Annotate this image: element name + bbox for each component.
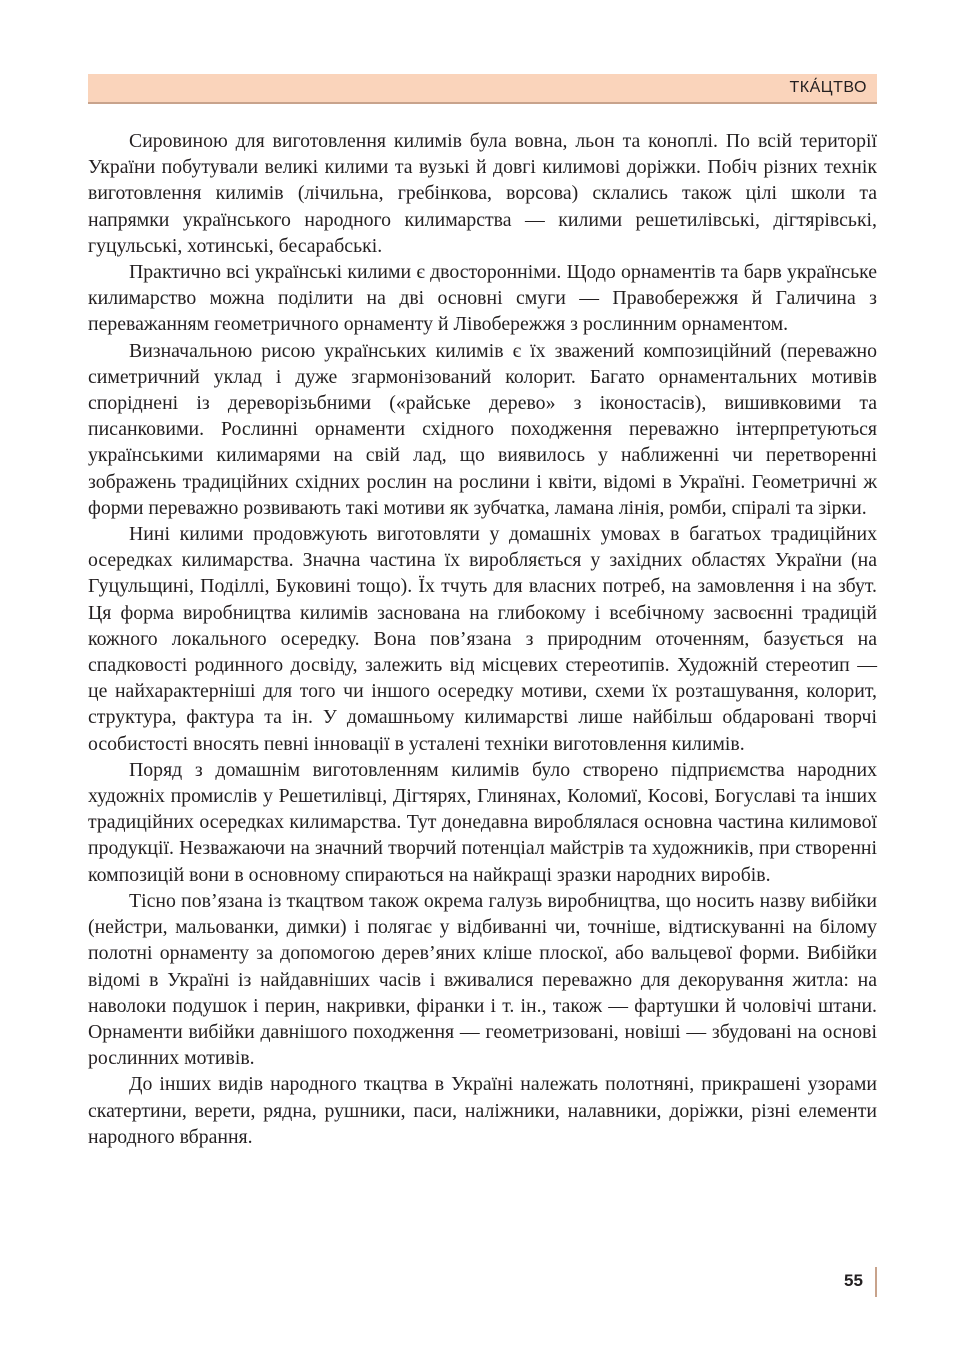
page-body	[88, 128, 877, 1150]
paragraph: Практично всі українські килими є двосторонніми. Щодо орнаментів та барв українське килимарство можна поділити на дві основні смуги — Правобережжя й Галичина з переважанням геометричного орнаменту й Лівобережжя з рослинним орнаментом.	[88, 261, 877, 336]
paragraph: Нині килими продовжують виготовляти у домашніх умовах в багатьох традиційних осередках килимарства. Значна частина їх виробляється у західних областях України (на Гуцульщині, Поділлі, Буковині тощо). Їх тчуть для власних потреб, на замовлення і на збут. Ця форма виробництва килимів заснована на глибокому і всебічному засвоєнні традицій кожного локального осередку. Вона пов’язана з природним оточенням, базується на спадковості родинного досвіду, залежить від місцевих стереотипів. Художній стереотип — це найхарактерніші для того чи іншого осередку мотиви, схеми їх розташування, колорит, структура, фактура та ін. У домашньому килимарстві лише найбільш обдаровані творчі особистості вносять певні інновації в усталені техніки виготовлення килимів.	[88, 523, 877, 755]
running-header-title: ТКА́ЦТВО	[789, 79, 867, 96]
paragraph: До інших видів народного ткацтва в Україні належать полотняні, прикрашені узорами скатертини, верети, рядна, рушники, паси, наліжники, налавники, доріжки, різні елементи народного вбрання.	[88, 1073, 877, 1148]
paragraph: Визначальною рисою українських килимів є їх зважений композиційний (переважно симетричний уклад і дуже згармонізований колорит. Багато орнаментальних мотивів споріднені із дереворізьбними («райське дерево» з іконостасів), вишивковими та писанковими. Рослинні орнаменти східного походження переважно інтерпретуються українськими килимарями на свій лад, що виявилось у наближенні чи перетворенні зображень традиційних східних рослин на рослини і квіти, відомі в Україні. Геометричні ж форми переважно розвивають такі мотиви як зубчатка, ламана лінія, ромби, спіралі та зірки.	[88, 339, 877, 519]
page-number: 55	[844, 1271, 863, 1290]
running-header-bar	[88, 74, 877, 104]
paragraph: Тісно пов’язана із ткацтвом також окрема галузь виробництва, що носить назву вибійки (нейстри, мальованки, димки) і полягає у відбиванні чи, точніше, відтискуванні на білому полотні орнаменту за допомогою дерев’яних кліше плоскої, або вальцевої форми. Вибійки відомі в Україні із найдавніших часів і вживалися переважно для декорування житла: на наволоки подушок і перин, накривки, фіранки і т. ін., також — фартушки й чоловічі штани. Орнаменти вибійки давнішого походження — геометризовані, новіші — збудовані на основі рослинних мотивів.	[88, 889, 877, 1070]
page-number-rule	[875, 1267, 877, 1297]
paragraph: Поряд з домашнім виготовленням килимів було створено підприємства народних художніх промислів у Решетилівці, Дігтярях, Глинянах, Коломиї, Косові, Богуславі та інших традиційних осередках килимарства. Тут донедавна вироблялася основна частина килимової продукції. Незважаючи на значний творчий потенціал майстрів та художників, при створенні композицій вони в основному спираються на найкращі зразки народних виробів.	[88, 758, 877, 886]
paragraph: Сировиною для виготовлення килимів була вовна, льон та коноплі. По всій території України побутували великі килими та вузькі й довгі килимові доріжки. Побіч різних технік виготовлення килимів (лічильна, гребінкова, ворсова) склались також цілі школи та напрямки українського народного килимарства — килими решетилівські, дігтярівські, гуцульські, хотинські, бесарабські.	[88, 130, 877, 257]
